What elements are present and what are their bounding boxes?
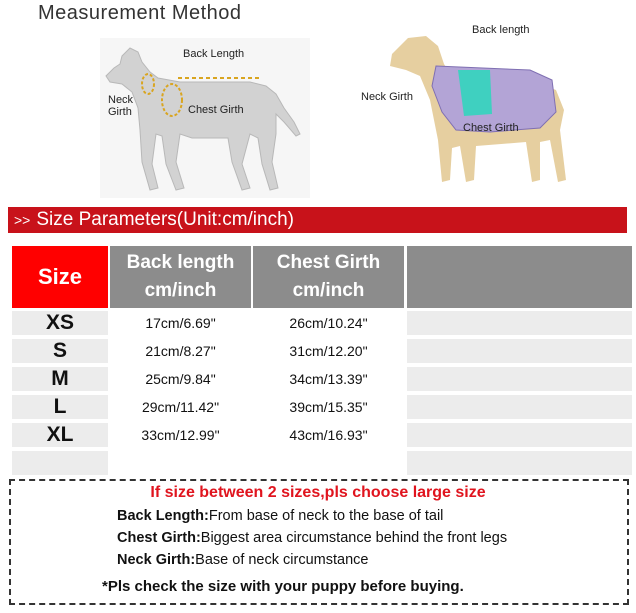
back-length-column-header [110,246,251,308]
size-cell-m: M [12,367,108,391]
diagram-label-chest-girth: Chest Girth [188,104,244,116]
photo-label-back-length: Back length [472,24,530,36]
size-cell-xl: XL [12,423,108,447]
note-chest-girth-desc: Biggest area circumstance behind the front legs [200,530,508,546]
diagram-label-neck-line1: Neck [108,94,134,106]
note-back-length [117,508,443,524]
note-neck-girth-term: Neck Girth: [117,552,196,568]
note-back-length-term: Back Length: [117,508,209,524]
note-neck-girth-desc: Base of neck circumstance [195,552,369,568]
size-column-header: Size [12,246,108,308]
diagram-label-neck-line2: Girth [108,106,132,118]
dog-jacket-photo [380,30,590,190]
empty-cell [407,311,632,335]
size-parameters-title: Size Parameters(Unit:cm/inch) [36,209,294,230]
empty-size-cell [12,451,108,475]
photo-label-neck-girth: Neck Girth [361,91,413,103]
note-neck-girth [117,552,368,568]
photo-label-chest-girth: Chest Girth [463,122,519,134]
back-length-header-line1: Back length [126,252,235,273]
back-length-cell: 21cm/8.27" [110,339,251,363]
size-cell-xs: XS [12,311,108,335]
back-length-cell: 25cm/9.84" [110,367,251,391]
size-cell-s: S [12,339,108,363]
chest-girth-column-header [253,246,404,308]
chest-girth-cell: 43cm/16.93" [253,423,404,447]
size-warning: If size between 2 sizes,pls choose large size [150,484,486,501]
size-cell-l: L [12,395,108,419]
measurement-illustrations [0,24,636,200]
note-chest-girth [117,530,507,546]
measurement-title: Measurement Method [38,2,242,24]
note-chest-girth-term: Chest Girth: [117,530,201,546]
back-length-cell: 33cm/12.99" [110,423,251,447]
empty-cell [407,451,632,475]
footnote: *Pls check the size with your puppy before buying. [102,578,464,595]
empty-cell [407,339,632,363]
chest-girth-cell: 39cm/15.35" [253,395,404,419]
chest-girth-cell: 26cm/10.24" [253,311,404,335]
empty-cell [407,423,632,447]
back-length-cell: 29cm/11.42" [110,395,251,419]
size-parameters-header [8,207,627,233]
chest-girth-header-line1: Chest Girth [276,252,381,273]
jacket-collar-icon [458,70,492,116]
note-back-length-desc: From base of neck to the base of tail [208,508,444,524]
dog-silhouette-diagram [100,38,310,198]
chest-girth-header-line2: cm/inch [292,280,365,301]
back-length-header-line2: cm/inch [144,280,217,301]
double-chevron-icon: >> [14,212,31,228]
chest-girth-cell: 34cm/13.39" [253,367,404,391]
chest-girth-cell: 31cm/12.20" [253,339,404,363]
diagram-label-back-length: Back Length [183,48,245,60]
back-length-cell: 17cm/6.69" [110,311,251,335]
empty-cell [407,367,632,391]
empty-cell [407,395,632,419]
empty-column-header [407,246,632,308]
